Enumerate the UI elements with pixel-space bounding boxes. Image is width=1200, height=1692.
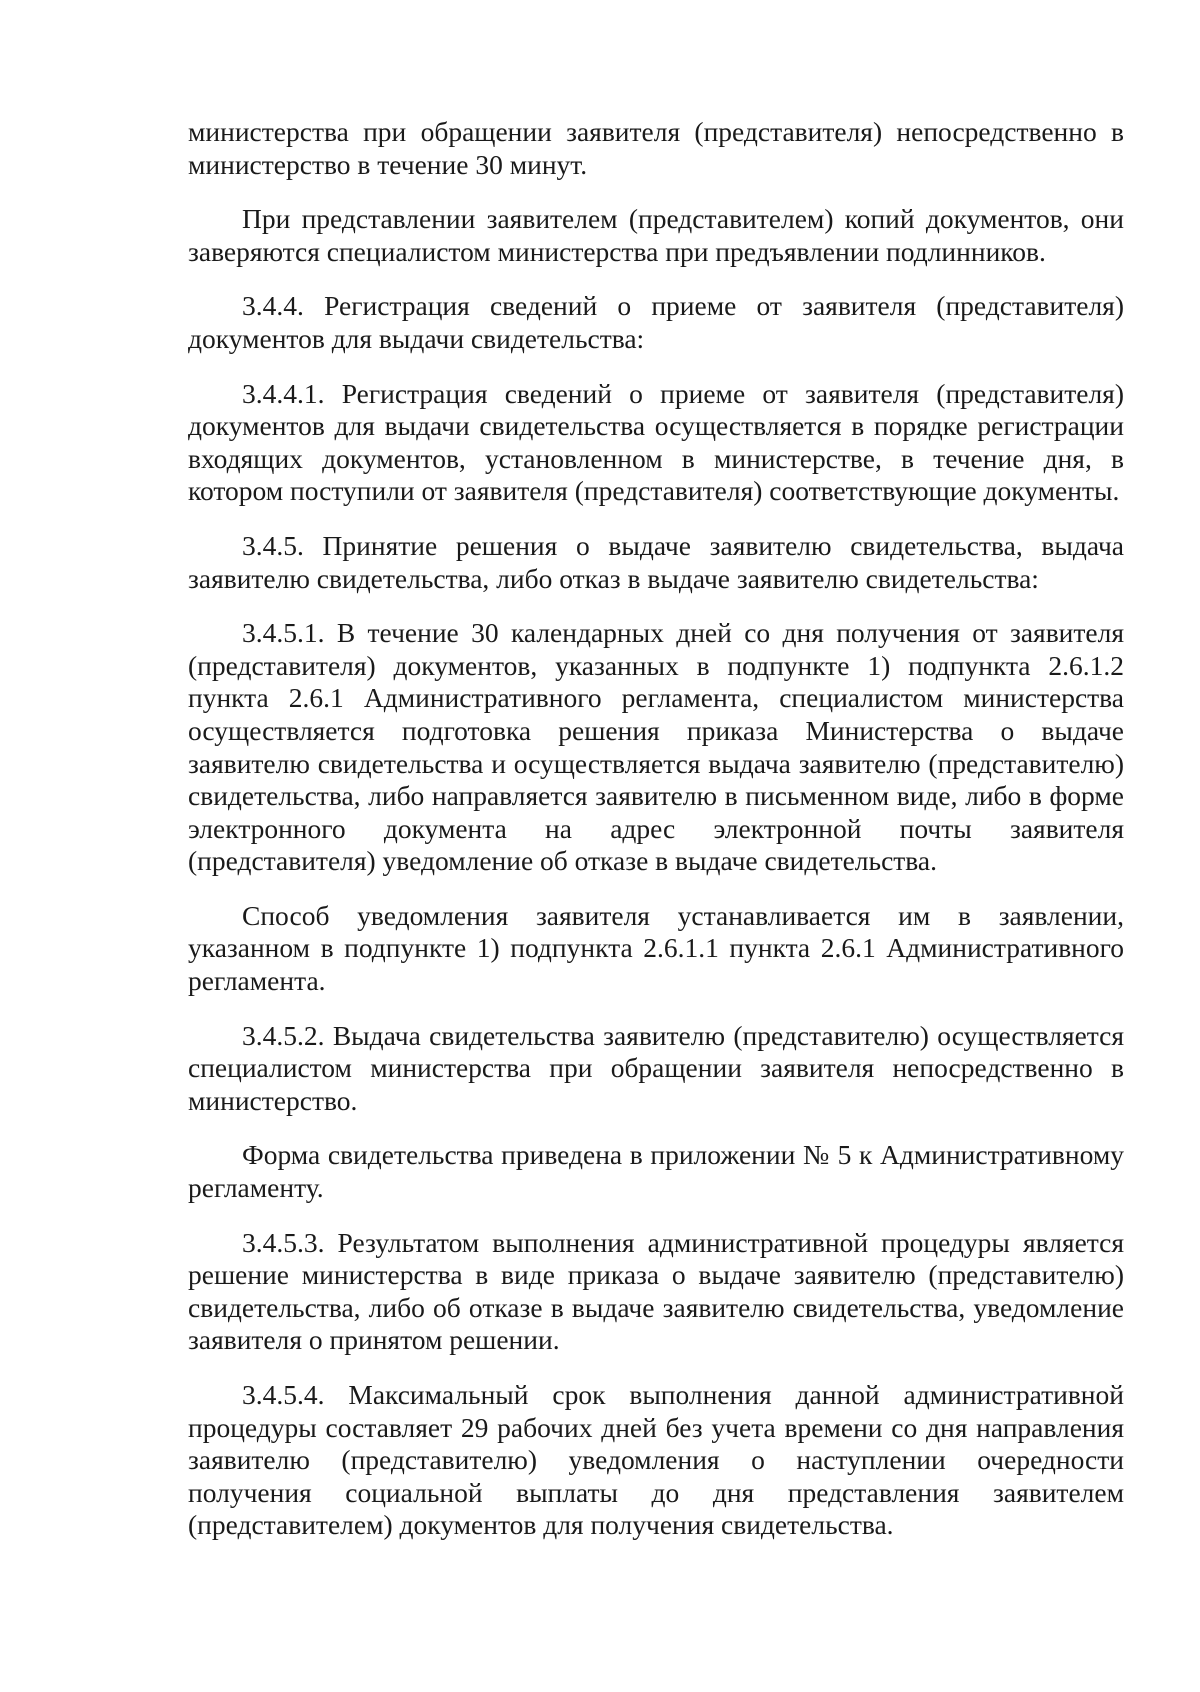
paragraph-3-4-4: 3.4.4. Регистрация сведений о приеме от заявителя (представителя) документов для выдачи свидетельства: <box>188 290 1124 354</box>
document-body <box>188 116 1124 1542</box>
paragraph-3-4-5-2: 3.4.5.2. Выдача свидетельства заявителю (представителю) осуществляется специалистом министерства при обращении заявителя непосредственно в министерство. <box>188 1019 1124 1116</box>
paragraph-copies-certification: При представлении заявителем (представителем) копий документов, они заверяются специалистом министерства при предъявлении подлинников. <box>188 203 1124 267</box>
paragraph-3-4-5-1: 3.4.5.1. В течение 30 календарных дней со дня получения от заявителя (представителя) документов, указанных в подпункте 1) подпункта 2.6.1.2 пункта 2.6.1 Административного регламента, специалистом министерства осуществляется подготовка решения приказа Министерства о выдаче заявителю свидетельства и осуществляется выдача заявителю (представителю) свидетельства, либо направляется заявителю в письменном виде, либо в форме электронного документа на адрес электронной почты заявителя (представителя) уведомление об отказе в выдаче свидетельства. <box>188 617 1124 877</box>
paragraph-3-4-5-3: 3.4.5.3. Результатом выполнения административной процедуры является решение министерства в виде приказа о выдаче заявителю (представителю) свидетельства, либо об отказе в выдаче заявителю свидетельства, уведомление заявителя о принятом решении. <box>188 1226 1124 1356</box>
paragraph-continuation: министерства при обращении заявителя (представителя) непосредственно в министерство в течение 30 минут. <box>188 116 1124 180</box>
paragraph-certificate-form: Форма свидетельства приведена в приложении № 5 к Административному регламенту. <box>188 1139 1124 1204</box>
paragraph-3-4-5-4: 3.4.5.4. Максимальный срок выполнения данной административной процедуры составляет 29 рабочих дней без учета времени со дня направления заявителю (представителю) уведомления о наступлении очередности получения социальной выплаты до дня представления заявителем (представителем) документов для получения свидетельства. <box>188 1379 1124 1541</box>
paragraph-3-4-4-1: 3.4.4.1. Регистрация сведений о приеме от заявителя (представителя) документов для выдачи свидетельства осуществляется в порядке регистрации входящих документов, установленном в министерстве, в течение дня, в котором поступили от заявителя (представителя) соответствующие документы. <box>188 377 1124 507</box>
paragraph-3-4-5: 3.4.5. Принятие решения о выдаче заявителю свидетельства, выдача заявителю свидетельства, либо отказ в выдаче заявителю свидетельства: <box>188 529 1124 594</box>
paragraph-notification-method: Способ уведомления заявителя устанавливается им в заявлении, указанном в подпункте 1) подпункта 2.6.1.1 пункта 2.6.1 Административного регламента. <box>188 899 1124 997</box>
